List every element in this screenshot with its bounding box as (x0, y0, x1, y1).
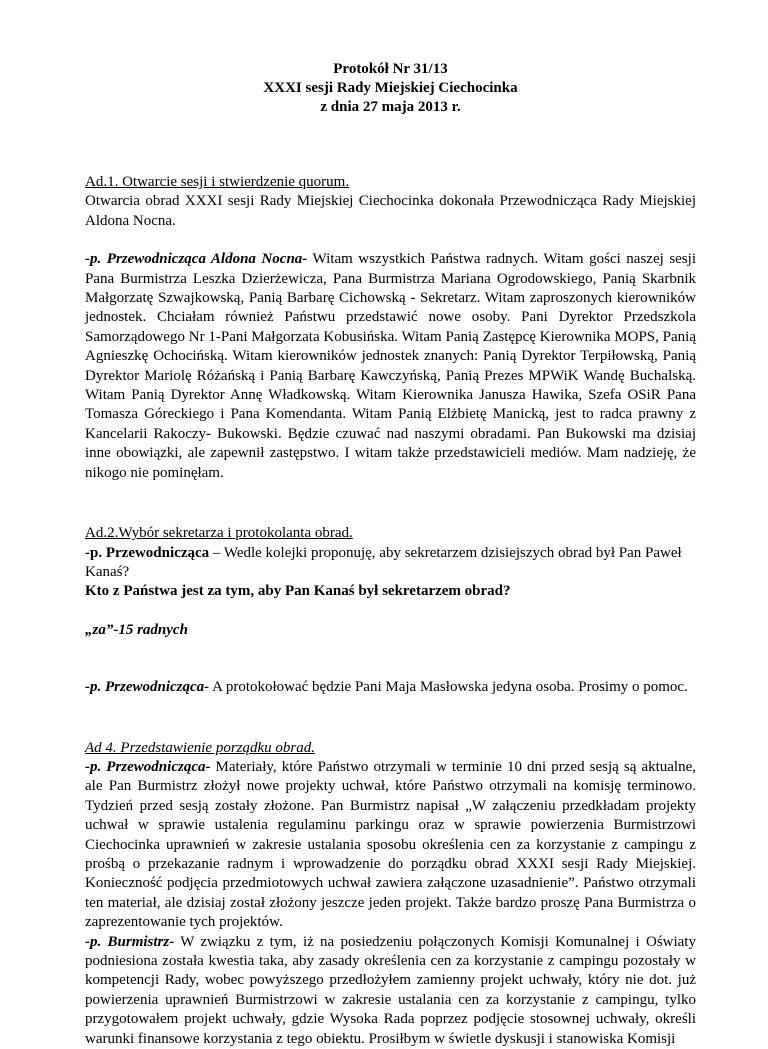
title-line-1: Protokół Nr 31/13 (333, 61, 448, 77)
speech-text: Materiały, które Państwo otrzymali w terminie 10 dni przed sesją są aktualne, ale Pan Burmistrz złożył nowe projekty uchwał, które Państwo otrzymali na komisję terminowo. Tydzień przed sesją zostały złożone. Pan Burmistrz napisał „W załączeniu przedkładam projekty uchwał w sprawie ustalenia regulaminu parkingu oraz w sprawie powierzenia Burmistrzowi Ciechocinka uprawnień w zakresie ustalania sposobu określenia cen za korzystanie z campingu z prośbą o przekazanie radnym i wprowadzenie do porządku obrad XXXI sesji Rady Miejskiej. Konieczność podjęcia przedmiotowych uchwał zawiera załączone uzasadnienie”. Państwo otrzymali ten materiał, ale dzisiaj został złożony jeszcze jeden projekt. Także bardzo proszę Pana Burmistrza o zaprezentowanie tych projektów. (85, 758, 697, 931)
section-heading: Ad 4. Przedstawienie porządku obrad. (85, 739, 315, 756)
section-heading: Ad.2.Wybór sekretarza i protokolanta obrad. (85, 525, 353, 542)
vote-question: Kto z Państwa jest za tym, aby Pan Kanaś był sekretarzem obrad? (85, 583, 511, 600)
title-line-2: XXXI sesji Rady Miejskiej Ciechocinka (263, 80, 518, 96)
speech-paragraph (85, 250, 696, 483)
speech-text: A protokołować będzie Pani Maja Masłowska jedyna osoba. Prosimy o pomoc. (209, 679, 688, 696)
document-page (85, 60, 696, 1049)
title-line-3: z dnia 27 maja 2013 r. (320, 99, 461, 115)
speech-paragraph (85, 933, 696, 1049)
document-title (85, 60, 696, 117)
speech-text: W związku z tym, iż na posiedzeniu połączonych Komisji Komunalnej i Oświaty podniesiona została kwestia taka, aby zasady określenia cen za korzystanie z campingu pozostały w kompetencji Rady, wobec powyższego przedłożyłem zamienny projekt uchwały, który nie dot. już powierzenia uprawnień Burmistrzowi w zakresie ustalania cen za korzystanie z campingu, tylko przygotowałem projekt uchwały, gdzie Wysoka Rada poprzez podjęcie stosownej uchwały, określi warunki finansowe korzystania z tego obiektu. Prosiłbym w świetle dyskusji i stanowiska Komisji (85, 933, 696, 1047)
speaker-label: -p. Przewodnicząca (85, 544, 210, 561)
speaker-label: -p. Burmistrz- (85, 933, 175, 950)
section-ad4 (85, 739, 696, 1049)
section-ad1 (85, 173, 696, 483)
speech-text: Witam wszystkich Państwa radnych. Witam gości naszej sesji Pana Burmistrza Leszka Dzierżewicza, Pana Burmistrza Mariana Ogrodowskiego, Panią Skarbnik Małgorzatę Szwajkowską, Panią Barbarę Cichowską - Sekretarz. Witam zaproszonych kierowników jednostek. Chciałam również Państwu przedstawić nowe osoby. Pani Dyrektor Przedszkola Samorządowego Nr 1-Pani Małgorzata Kobusińska. Witam Panią Zastępcę Kierownika MOPS, Panią Agnieszkę Ochocińską. Witam kierowników jednostek znanych: Panią Dyrektor Terpiłowską, Panią Dyrektor Mariolę Różańską i Panią Barbarę Kawczyńską, Panią Prezes MPWiK Wandę Buchalską. Witam Panią Dyrektor Annę Władkowską. Witam Kierownika Janusza Hawika, Szefa OSiR Pana Tomasza Góreckiego i Pana Komendanta. Witam Panią Elżbietę Manicką, jest to radca prawny z Kancelarii Rakoczy- Bukowski. Będzie czuwać nad naszymi obradami. Pan Bukowski ma dzisiaj inne obowiązki, ale zapewnił zastępstwo. I witam także przedstawicieli mediów. Mam nadzieję, że nikogo nie pominęłam. (85, 251, 696, 481)
speaker-label: -p. Przewodnicząca- (85, 758, 211, 775)
speaker-label: -p. Przewodnicząca Aldona Nocna- (85, 251, 308, 268)
section-ad2 (85, 524, 696, 697)
speech-paragraph (85, 544, 696, 583)
paragraph: Otwarcia obrad XXXI sesji Rady Miejskiej Ciechocinka dokonała Przewodnicząca Rady Miejskiej Aldona Nocna. (85, 193, 696, 229)
speech-paragraph (85, 758, 696, 933)
speech-paragraph (85, 678, 696, 697)
speech-text: – Wedle kolejki proponuję, aby sekretarzem dzisiejszych obrad był Pan Paweł Kanaś? (85, 544, 682, 580)
vote-result: „za”-15 radnych (85, 621, 188, 638)
section-heading: Ad.1. Otwarcie sesji i stwierdzenie quorum. (85, 174, 350, 190)
speaker-label: -p. Przewodnicząca- (85, 679, 210, 696)
